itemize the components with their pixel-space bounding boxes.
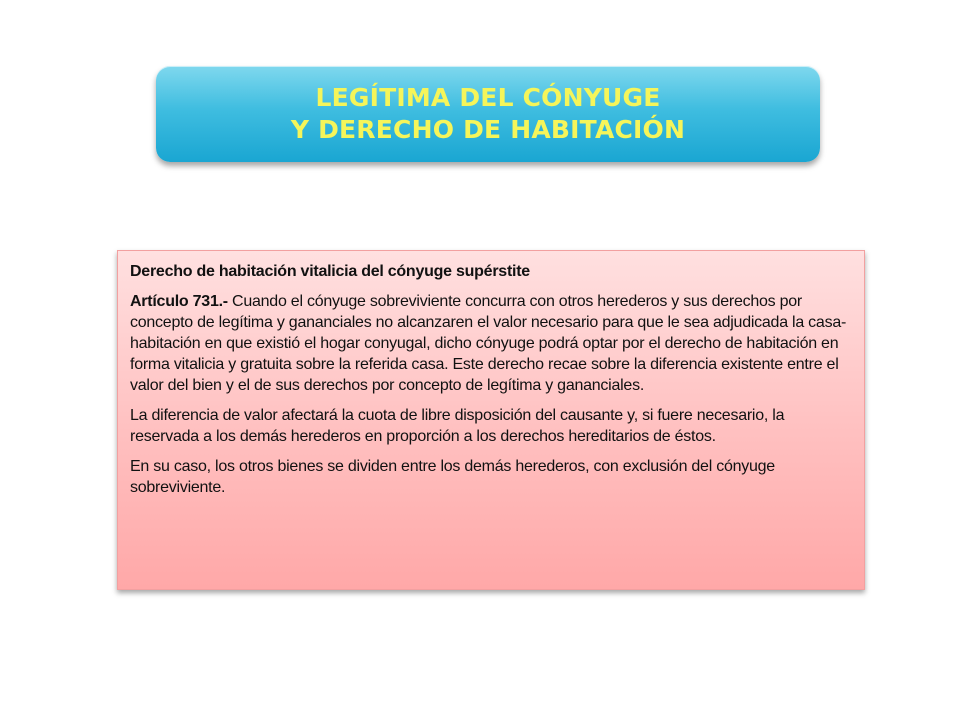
title-line-2: Y DERECHO DE HABITACIÓN <box>290 115 686 144</box>
title-line-1: LEGÍTIMA DEL CÓNYUGE <box>315 83 661 112</box>
content-box <box>117 250 865 590</box>
paragraph-2: La diferencia de valor afectará la cuota de libre disposición del causante y, si fuere necesario, la reservada a los demás herederos en proporción a los derechos hereditarios de éstos. <box>130 407 785 445</box>
paragraph-3: En su caso, los otros bienes se dividen entre los demás herederos, con exclusión del cónyuge sobreviviente. <box>130 458 775 496</box>
article-label: Artículo 731.- <box>130 293 228 310</box>
title-banner <box>156 66 820 162</box>
article-paragraph <box>130 291 852 396</box>
article-text: Cuando el cónyuge sobreviviente concurra con otros herederos y sus derechos por concepto de legítima y gananciales no alcanzaren el valor necesario para que le sea adjudicada la casa-habitación en que existió el hogar conyugal, dicho cónyuge podrá optar por el derecho de habitación en forma vitalicia y gratuita sobre la referida casa. Este derecho recae sobre la diferencia existente entre el valor del bien y el de sus derechos por concepto de legítima y gananciales. <box>130 293 847 394</box>
content-heading: Derecho de habitación vitalicia del cónyuge supérstite <box>130 263 530 280</box>
